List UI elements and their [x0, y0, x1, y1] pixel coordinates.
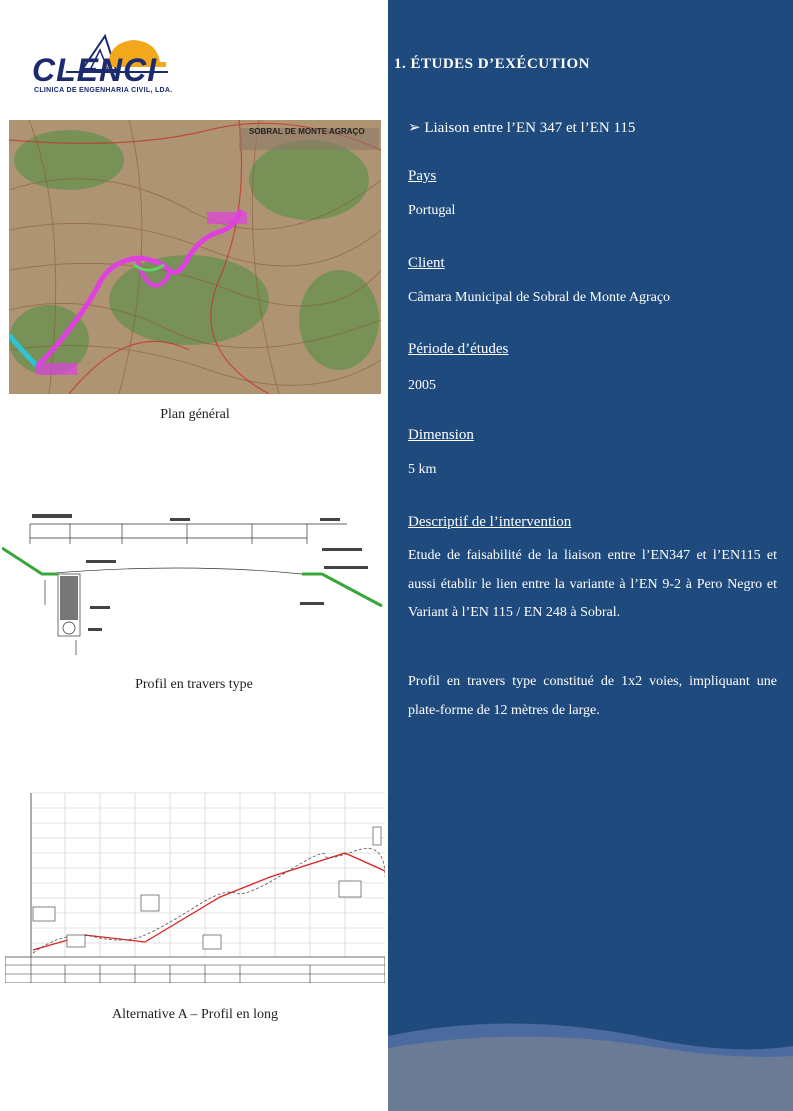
- description-paragraph-1: Etude de faisabilité de la liaison entre l’EN347 et l’EN115 et aussi établir le lien entre la variante à l’EN 9-2 à Pero Negro et Variant à l’EN 115 / EN 248 à Sobral.: [408, 548, 777, 620]
- country-label: Pays: [408, 168, 437, 184]
- country-value: Portugal: [408, 203, 456, 218]
- decorative-wave: [388, 1016, 793, 1111]
- client-value: Câmara Municipal de Sobral de Monte Agraço: [408, 290, 671, 305]
- dimension-value: 5 km: [408, 462, 437, 477]
- general-plan-map: [9, 120, 381, 394]
- description-paragraph-2: Profil en travers type constitué de 1x2 voies, impliquant une plate-forme de 12 mètres de large.: [408, 674, 777, 718]
- left-column: [0, 0, 388, 1111]
- description-label: Descriptif de l’intervention: [408, 514, 572, 530]
- project-info-panel: [388, 0, 793, 1111]
- study-period-label: Période d’études: [408, 341, 509, 357]
- cross-section-caption: Profil en travers type: [135, 677, 253, 692]
- project-name: [408, 118, 635, 137]
- map-place-label: SOBRAL DE MONTE AGRAÇO: [249, 127, 365, 136]
- study-period-value: 2005: [408, 378, 436, 393]
- cross-section-drawing: [2, 510, 386, 660]
- logo-subtitle: CLINICA DE ENGENHARIA CIVIL, LDA.: [34, 87, 173, 94]
- section-title: 1. ÉTUDES D’EXÉCUTION: [394, 56, 590, 72]
- dimension-label: Dimension: [408, 427, 474, 443]
- logo-wordmark: CLENCI: [32, 52, 158, 88]
- client-label: Client: [408, 255, 445, 271]
- long-profile-chart: [5, 785, 385, 983]
- project-title: Liaison entre l’EN 347 et l’EN 115: [424, 120, 636, 136]
- arrow-bullet-icon: ➢: [408, 120, 421, 136]
- long-profile-caption: Alternative A – Profil en long: [111, 1007, 279, 1022]
- map-caption: Plan général: [160, 407, 230, 422]
